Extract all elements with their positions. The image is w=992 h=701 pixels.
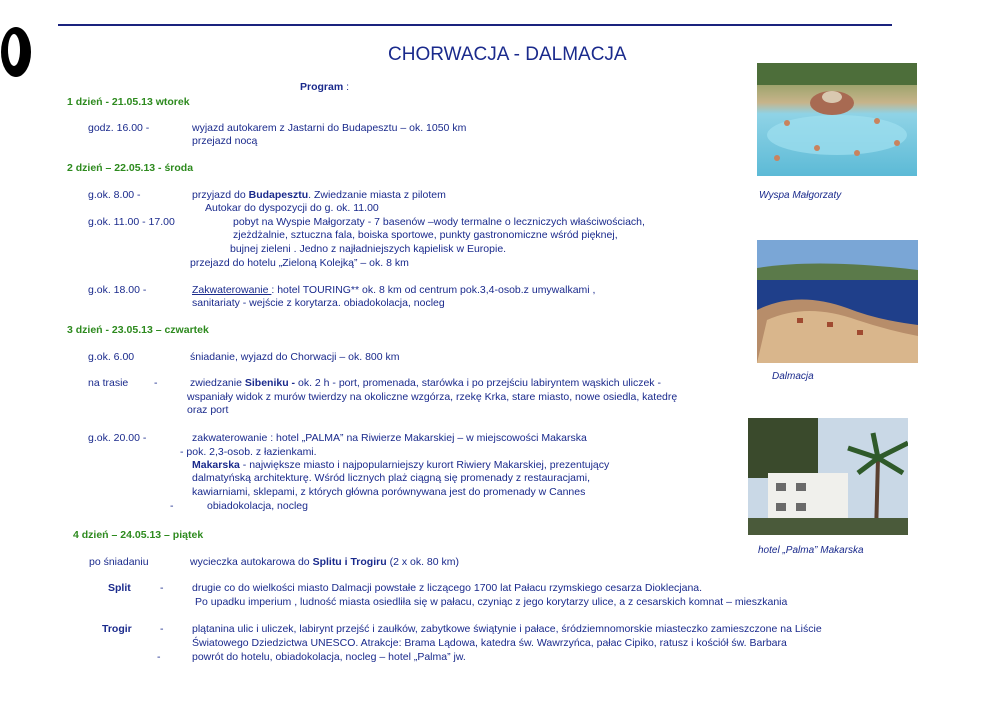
day3-line4: oraz port <box>187 404 229 416</box>
day3-line5: zakwaterowanie : hotel „PALMA” na Riwierze Makarskiej – w miejscowości Makarska <box>192 432 587 444</box>
day3-time1: g.ok. 6.00 <box>88 351 135 363</box>
page-title: CHORWACJA - DALMACJA <box>388 44 627 65</box>
photo-dalmatia <box>757 240 918 363</box>
day2-line5: bujnej zieleni . Jedno z najładniejszych kąpielisk w Europie. <box>230 243 507 255</box>
photo-thermal-pool <box>757 63 917 176</box>
caption-wyspa: Wyspa Małgorzaty <box>759 190 842 201</box>
day2-line6: przejazd do hotelu „Zieloną Kolejką” – ok. 8 km <box>190 257 409 269</box>
day2-line1: przyjazd do Budapesztu. Zwiedzanie miasta z pilotem <box>192 189 446 201</box>
caption-dalmacja: Dalmacja <box>772 371 814 382</box>
day4-time1: po śniadaniu <box>89 556 149 568</box>
day4-heading: 4 dzień – 24.05.13 – piątek <box>73 529 204 541</box>
day2-line4: zjeżdżalnie, sztuczna fala, boiska sportowe, punkty gastronomiczne wśród pięknej, <box>233 229 618 241</box>
day4-line3: Po upadku imperium , ludność miasta osiedliła się w pałacu, czyniąc z jego korytarzy ulice, a z cesarskich komnat – mieszkania <box>195 596 788 608</box>
day2-time2: g.ok. 11.00 - 17.00 <box>88 216 175 228</box>
day3-line1: śniadanie, wyjazd do Chorwacji – ok. 800 km <box>190 351 400 363</box>
day4-line1: wycieczka autokarowa do Splitu i Trogiru (2 x ok. 80 km) <box>190 556 460 568</box>
day4-line5: Światowego Dziedzictwa UNESCO. Atrakcje: Brama Lądowa, katedra św. Wawrzyńca, pałac Cipiko, ratusz i kościół św. Barbara <box>192 637 787 649</box>
day1-line1: wyjazd autokarem z Jastarni do Budapesztu – ok. 1050 km <box>192 122 467 134</box>
day1-heading: 1 dzień - 21.05.13 wtorek <box>67 96 190 108</box>
split-label: Split <box>108 582 131 594</box>
day2-time3: g.ok. 18.00 - <box>88 284 147 296</box>
trogir-label: Trogir <box>102 623 132 635</box>
day2-line7: Zakwaterowanie : hotel TOURING** ok. 8 km od centrum pok.3,4-osob.z umywalkami , <box>192 284 596 296</box>
top-rule <box>58 24 892 26</box>
day4-line2: drugie co do wielkości miasto Dalmacji powstałe z liczącego 1700 lat Pałacu rzymskiego cesarza Dioklecjana. <box>192 582 703 594</box>
day3-dash10: - <box>170 500 174 512</box>
day3-line3: wspaniały widok z murów twierdzy na okoliczne wzgórza, rzekę Krka, stare miasto, nowe osiedla, katedrę <box>187 391 678 403</box>
day4-line6: powrót do hotelu, obiadokolacja, nocleg – hotel „Palma” jw. <box>192 651 466 663</box>
day2-line8: sanitariaty - wejście z korytarza. obiadokolacja, nocleg <box>192 297 445 309</box>
logo-mark <box>0 26 32 78</box>
day2-line3: pobyt na Wyspie Małgorzaty - 7 basenów –wody termalne o leczniczych właściwościach, <box>233 216 645 228</box>
day4-dash6: - <box>157 651 161 663</box>
day2-heading: 2 dzień – 22.05.13 - środa <box>67 162 194 174</box>
trogir-dash: - <box>160 623 164 635</box>
day2-line2: Autokar do dyspozycji do g. ok. 11.00 <box>205 202 379 214</box>
day3-heading: 3 dzień - 23.05.13 – czwartek <box>67 324 209 336</box>
day3-line9: kawiarniami, sklepami, z których główna porównywana jest do promenady w Cannes <box>192 486 586 498</box>
photo-hotel-palma <box>748 418 908 535</box>
day3-line6: - pok. 2,3-osob. z łazienkami. <box>180 446 317 458</box>
day1-time: godz. 16.00 - <box>88 122 150 134</box>
day1-line2: przejazd nocą <box>192 135 258 147</box>
day3-line2: zwiedzanie Sibeniku - ok. 2 h - port, promenada, starówka i po przejściu labiryntem wąskich uliczek - <box>190 377 661 389</box>
program-label: Program : <box>300 81 350 93</box>
caption-hotel-palma: hotel „Palma” Makarska <box>758 545 864 556</box>
day3-time2: na trasie <box>88 377 129 389</box>
day3-dash2: - <box>154 377 158 389</box>
day3-time3: g.ok. 20.00 - <box>88 432 147 444</box>
split-dash: - <box>160 582 164 594</box>
day2-time1: g.ok. 8.00 - <box>88 189 141 201</box>
day3-line8: dalmatyńską architekturę. Wśród licznych plaż ciągną się promenady z restauracjami, <box>192 472 591 484</box>
day3-line7: Makarska - największe miasto i najpopularniejszy kurort Riwiery Makarskiej, prezentujący <box>192 459 610 471</box>
day4-line4: plątanina ulic i uliczek, labirynt przejść i zaułków, zabytkowe świątynie i pałace, śródziemnomorskie miasteczko zamieszczone na Liście <box>192 623 822 635</box>
day3-line10: obiadokolacja, nocleg <box>207 500 308 512</box>
